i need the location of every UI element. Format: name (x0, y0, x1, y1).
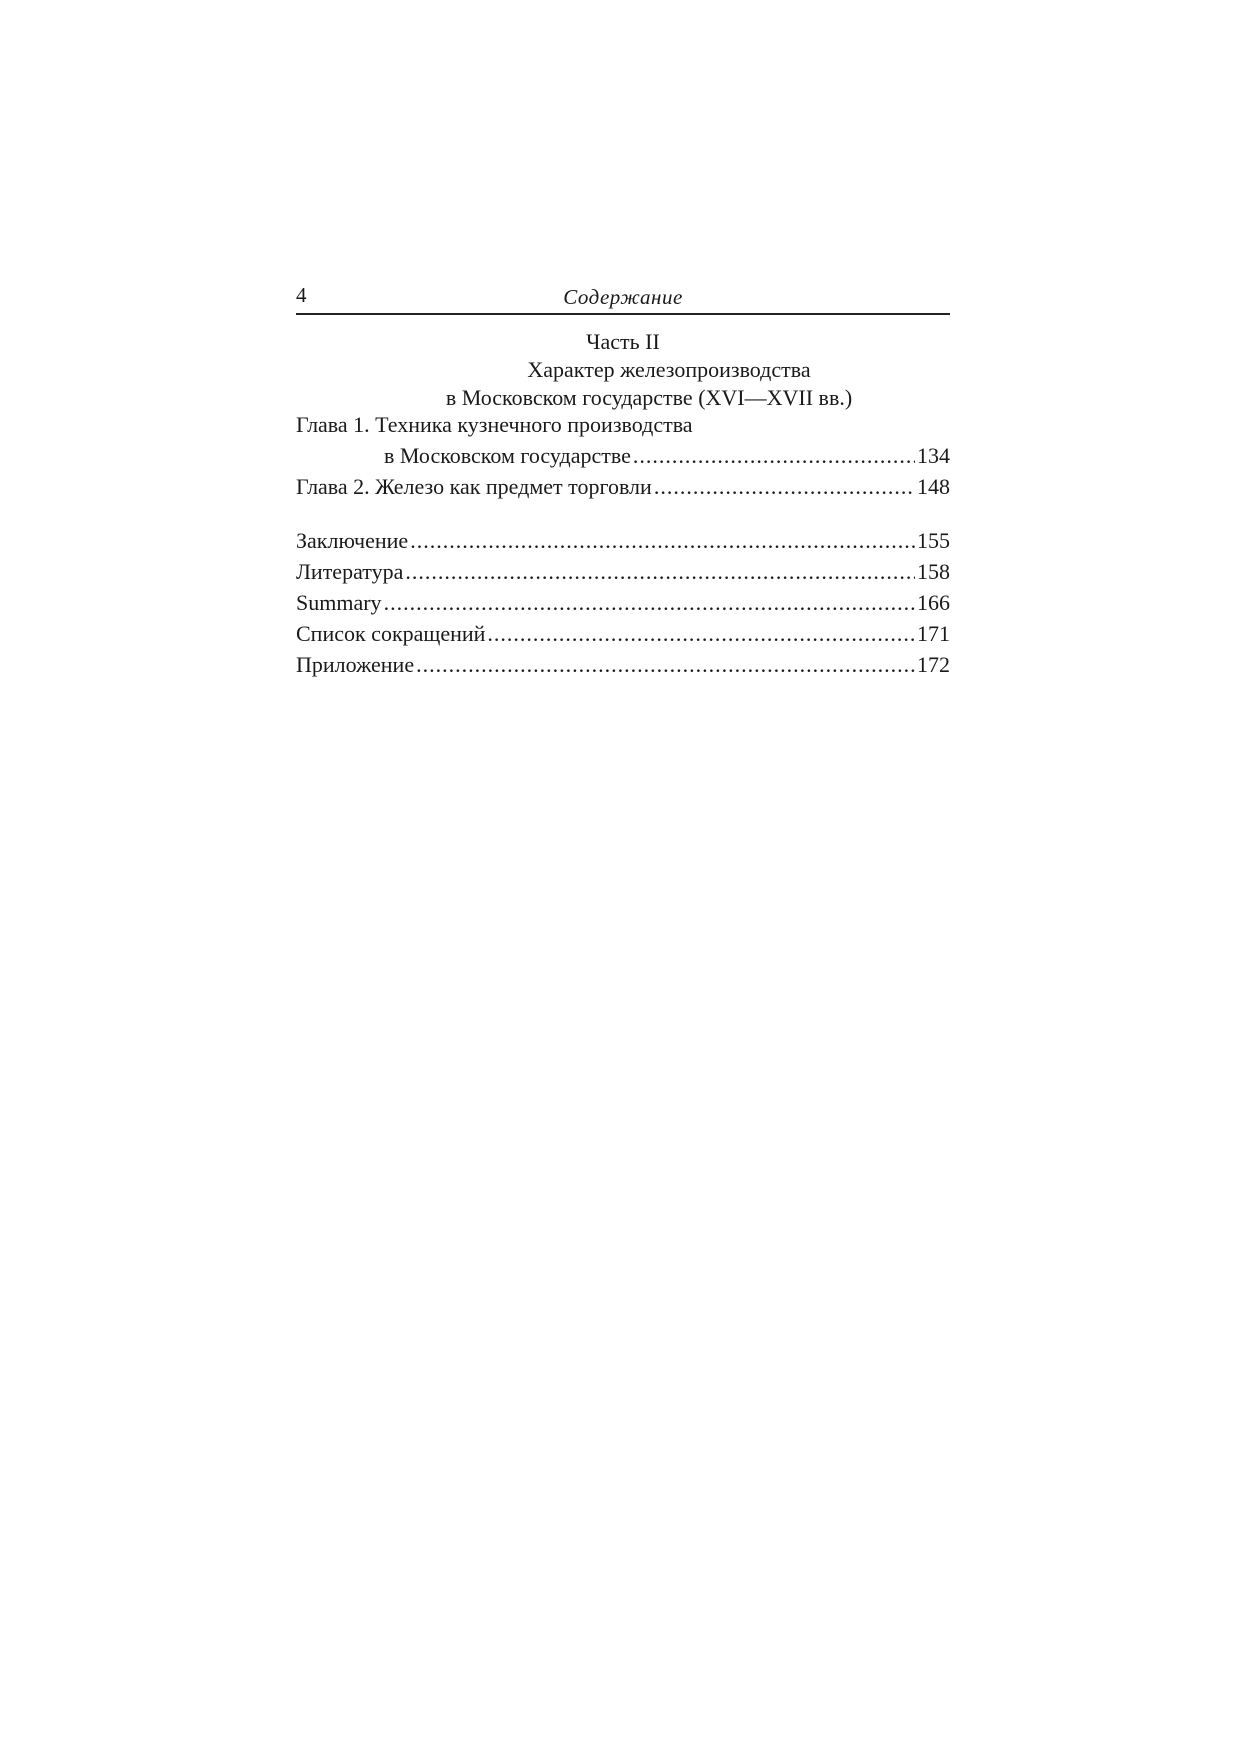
part-subtitle: в Московском государстве (XVI—XVII вв.) (445, 385, 853, 410)
entry-page: 166 (917, 590, 950, 615)
entry-page: 155 (917, 528, 950, 553)
chapter-2-title: Глава 2. Железо как предмет торговли (296, 474, 652, 499)
entry-title: Заключение (296, 528, 409, 553)
chapter-1-page: 134 (917, 443, 950, 468)
page-header (296, 283, 950, 315)
toc-entry-conclusion[interactable] (296, 526, 950, 557)
entry-page: 172 (917, 652, 950, 677)
dot-leader (405, 557, 915, 587)
entry-page: 171 (917, 621, 950, 646)
chapter-1-title-continued: в Московском государстве (384, 443, 631, 468)
part-heading (296, 328, 950, 412)
entry-page: 158 (917, 559, 950, 584)
entry-title: Summary (296, 590, 382, 615)
dot-leader (487, 619, 915, 649)
toc-entry-chapter-1[interactable] (296, 410, 950, 472)
dot-leader (633, 441, 915, 471)
chapter-1-title: Глава 1. Техника кузнечного производства (296, 412, 693, 437)
part-number: Часть II (586, 329, 660, 354)
toc-entry-literature[interactable] (296, 557, 950, 588)
dot-leader (416, 650, 915, 680)
chapter-2-page: 148 (917, 474, 950, 499)
toc-entry-chapter-2[interactable] (296, 472, 950, 503)
running-title: Содержание (563, 285, 683, 309)
toc-entry-appendix[interactable] (296, 650, 950, 681)
part-title: Характер железопроизводства (527, 357, 811, 382)
toc-chapters (296, 410, 950, 503)
dot-leader (410, 526, 915, 556)
toc-back-matter (296, 526, 950, 681)
dot-leader (384, 588, 915, 618)
entry-title: Приложение (296, 652, 415, 677)
dot-leader (654, 472, 915, 502)
page-number: 4 (296, 283, 307, 307)
entry-title: Литература (296, 559, 404, 584)
entry-title: Список сокращений (296, 621, 486, 646)
toc-entry-summary[interactable] (296, 588, 950, 619)
toc-entry-abbreviations[interactable] (296, 619, 950, 650)
